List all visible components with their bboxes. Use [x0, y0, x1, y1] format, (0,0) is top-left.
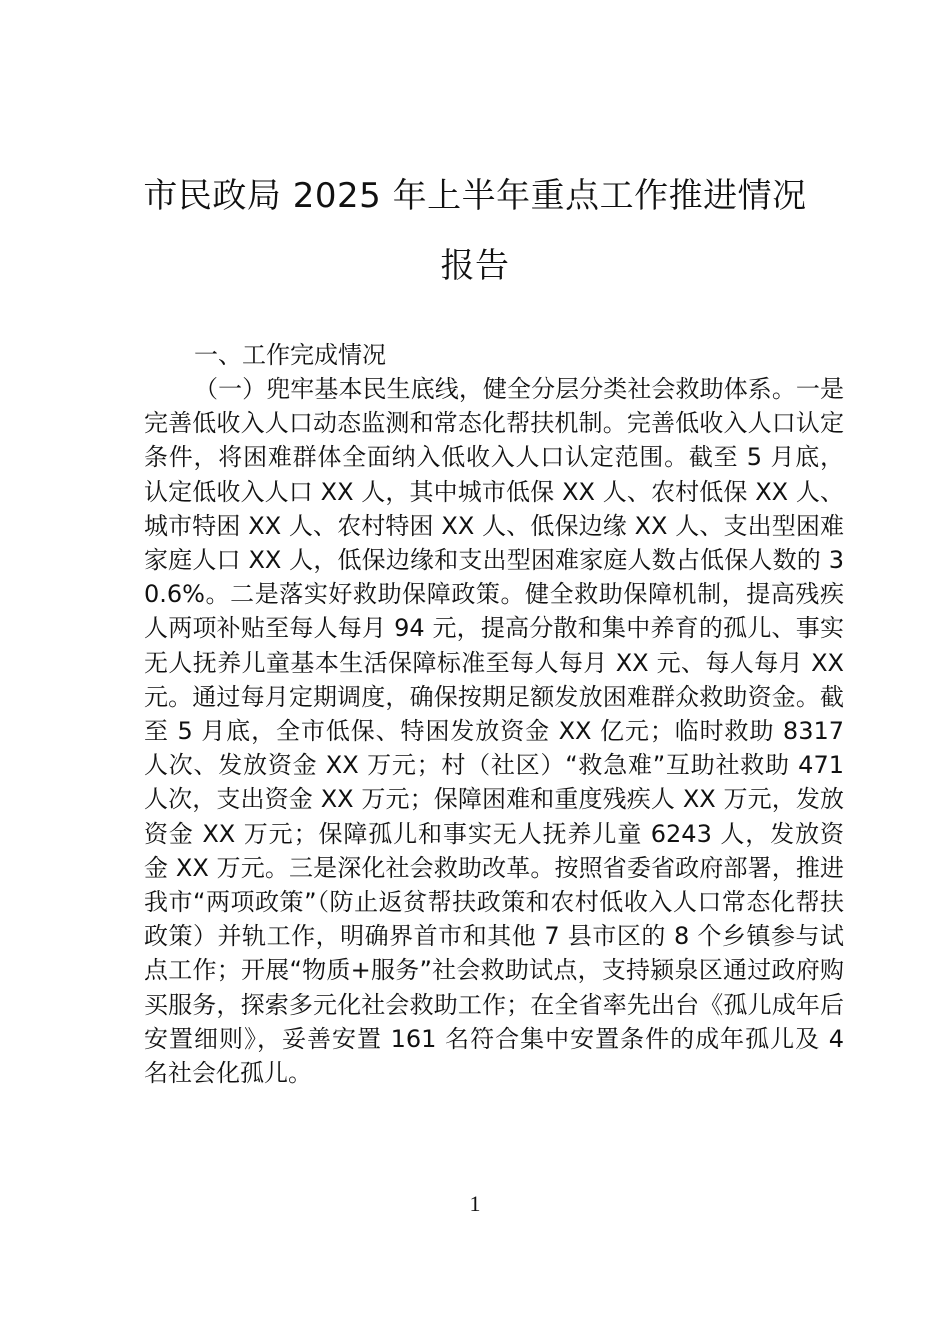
body-paragraph: （一）兜牢基本民生底线，健全分层分类社会救助体系。一是完善低收入人口动态监测和常态化帮扶机制。完善低收入人口认定条件，将困难群体全面纳入低收入人口认定范围。截至 5 月底，认定低收入人口 XX 人，其中城市低保 XX 人、农村低保 XX 人、城市特困 XX 人、农村特困 XX 人、低保边缘 XX 人、支出型困难家庭人口 XX 人，低保边缘和支出型困难家庭人数占低保人数的 30.6%。二是落实好救助保障政策。健全救助保障机制，提高残疾人两项补贴至每人每月 94 元，提高分散和集中养育的孤儿、事实无人抚养儿童基本生活保障标准至每人每月 XX 元、每人每月 XX 元。通过每月定期调度，确保按期足额发放困难群众救助资金。截至 5 月底，全市低保、特困发放资金 XX 亿元；临时救助 8317 人次、发放资金 XX 万元；村（社区）“救急难”互助社救助 471 人次，支出资金 XX 万元；保障困难和重度残疾人 XX 万元，发放资金 XX 万元；保障孤儿和事实无人抚养儿童 6243 人，发放资金 XX 万元。三是深化社会救助改革。按照省委省政府部署，推进我市“两项政策”（防止返贫帮扶政策和农村低收入人口常态化帮扶政策）并轨工作，明确界首市和其他 7 县市区的 8 个乡镇参与试点工作；开展“物质+服务”社会救助试点，支持颍泉区通过政府购买服务，探索多元化社会救助工作；在全省率先出台《孤儿成年后安置细则》，妥善安置 161 名符合集中安置条件的成年孤儿及 4 名社会化孤儿。 — [144, 375, 844, 1088]
section-heading: 一、工作完成情况 — [194, 341, 386, 369]
document-title-line-1: 市民政局 2025 年上半年重点工作推进情况 — [143, 176, 807, 216]
page-number: 1 — [469, 1191, 481, 1216]
document-title-line-2: 报告 — [440, 246, 510, 286]
